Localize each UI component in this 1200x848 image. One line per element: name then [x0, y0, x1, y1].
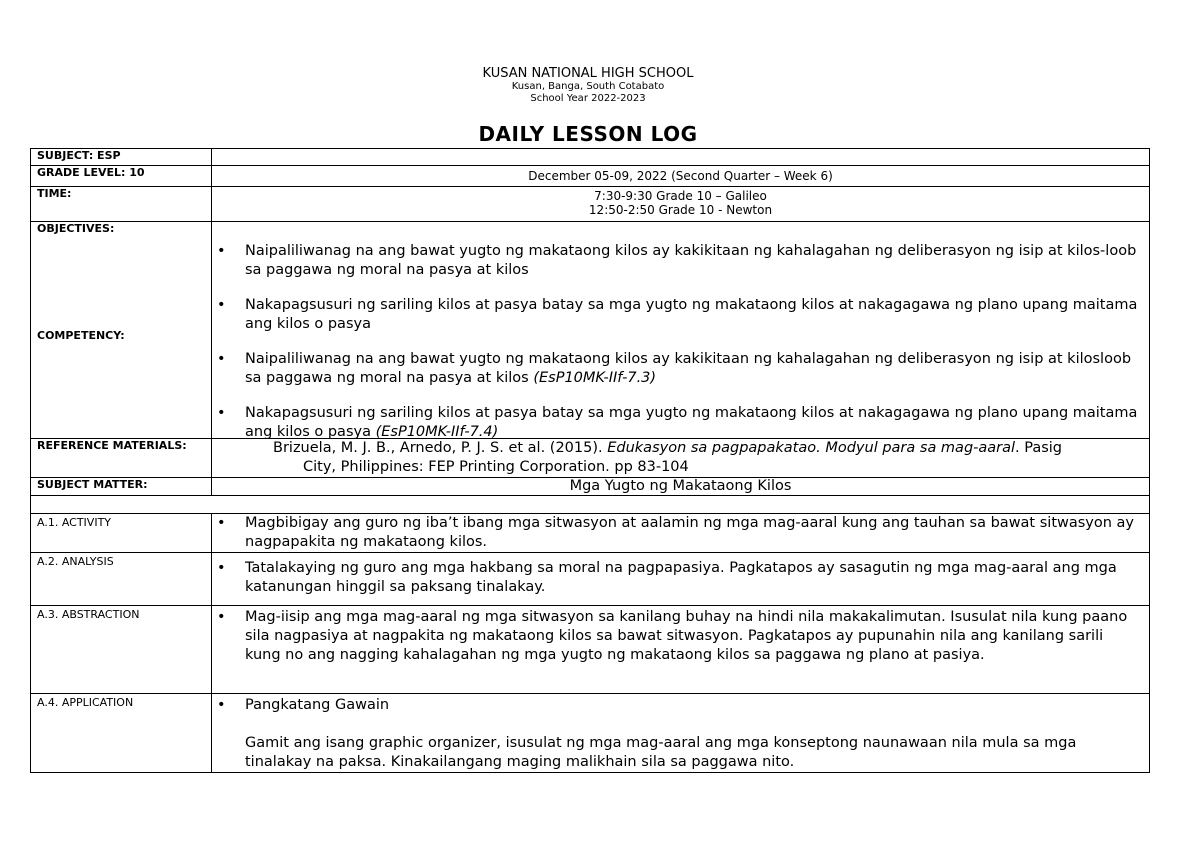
reference-line1-end: . Pasig — [1015, 440, 1063, 456]
subject-matter-value: Mga Yugto ng Makataong Kilos — [569, 478, 792, 494]
time-line-1: 7:30-9:30 Grade 10 – Galileo — [594, 189, 767, 203]
time-row — [31, 187, 1150, 222]
blank-row — [31, 496, 1150, 514]
time-label: TIME: — [37, 187, 72, 200]
activity-item: • Magbibigay ang guro ng iba’t ibang mga sitwasyon at aalamin ng mga mag-aaral kung ang tauhan sa bawat sitwasyon ay nagpapakita ng makataong kilos. — [245, 514, 1141, 552]
activity-list — [212, 514, 1141, 552]
analysis-row — [31, 553, 1150, 606]
competency-code: (EsP10MK-IIf-7.4) — [375, 424, 499, 440]
abstraction-label: A.3. ABSTRACTION — [37, 608, 140, 621]
abstraction-item: • Mag-iisip ang mga mag-aaral ng mga sitwasyon sa kanilang buhay na hindi nila makakalimutan. Isusulat nila kung paano sila nagpasiya at nagpakita ng makataong kilos sa bawat sitwasyon. Pagkatapos ay pupunahin nila ang kanilang sarili kung no ang nagging kahalagahan ng mga yugto ng makataong kilos sa paggawa ng plano at pasiya. — [245, 608, 1141, 665]
time-line-2: 12:50-2:50 Grade 10 - Newton — [588, 203, 773, 217]
page-title: DAILY LESSON LOG — [478, 122, 698, 146]
reference-row — [31, 439, 1150, 478]
abstraction-row — [31, 606, 1150, 694]
competency-list — [212, 350, 1141, 442]
school-address: Kusan, Banga, South Cotabato — [511, 81, 665, 92]
objective-item: • Naipaliliwanag na ang bawat yugto ng makataong kilos ay kakikitaan ng kahalagahan ng deliberasyon ng isip at kilos-loob sa paggawa ng moral na pasya at kilos — [245, 242, 1141, 280]
analysis-item: • Tatalakaying ng guro ang mga hakbang sa moral na pagpapasiya. Pagkatapos ay sasagutin ng mga mag-aaral ang mga katanungan hinggil sa paksang tinalakay. — [245, 559, 1141, 597]
grade-row — [31, 166, 1150, 187]
application-row — [31, 694, 1150, 773]
analysis-label: A.2. ANALYSIS — [37, 555, 114, 568]
abstraction-list — [212, 606, 1141, 665]
competency-text: Nakapagsusuri ng sariling kilos at pasya batay sa mga yugto ng makataong kilos at nakagagawa ng plano upang maitama ang kilos o pasya — [245, 405, 1138, 440]
activity-label: A.1. ACTIVITY — [37, 516, 112, 529]
competency-text: Naipaliliwanag na ang bawat yugto ng makataong kilos ay kakikitaan ng kahalagahan ng deliberasyon ng isip at kilosloob sa paggawa ng moral na pasya at kilos — [245, 351, 1132, 386]
objective-item: • Nakapagsusuri ng sariling kilos at pasya batay sa mga yugto ng makataong kilos at nakagagawa ng plano upang maitama ang kilos o pasya — [245, 296, 1141, 334]
subject-matter-row — [31, 478, 1150, 496]
objectives-list — [212, 242, 1141, 334]
reference-authors: Brizuela, M. J. B., Arnedo, P. J. S. et al. (2015). — [273, 440, 608, 456]
application-label: A.4. APPLICATION — [37, 696, 134, 709]
document-header — [0, 66, 1176, 105]
date-value: December 05-09, 2022 (Second Quarter – Week 6) — [528, 169, 833, 183]
activity-row — [31, 514, 1150, 553]
analysis-list — [212, 553, 1141, 597]
subject-row — [31, 149, 1150, 166]
competency-label: COMPETENCY: — [37, 329, 125, 342]
objectives-label: OBJECTIVES: — [37, 222, 115, 235]
competency-item — [245, 404, 1141, 442]
objectives-row — [31, 222, 1150, 439]
lesson-log-table — [30, 148, 1150, 773]
competency-item — [245, 350, 1141, 388]
reference-label: REFERENCE MATERIALS: — [37, 439, 187, 452]
subject-label: SUBJECT: ESP — [37, 149, 121, 162]
competency-code: (EsP10MK-IIf-7.3) — [533, 370, 657, 386]
subject-matter-label: SUBJECT MATTER: — [37, 478, 148, 491]
grade-label: GRADE LEVEL: 10 — [37, 166, 145, 179]
reference-title: Edukasyon sa pagpapakatao. Modyul para sa mag-aaral — [607, 440, 1016, 456]
application-item: • Pangkatang Gawain — [245, 696, 1141, 715]
application-text: Gamit ang isang graphic organizer, isusulat ng mga mag-aaral ang mga konseptong naunawaan nila mula sa mga tinalakay na paksa. Kinakailangang maging malikhain sila sa paggawa nito. — [245, 735, 1077, 770]
reference-line-2: City, Philippines: FEP Printing Corporation. pp 83-104 — [303, 459, 689, 475]
school-name: KUSAN NATIONAL HIGH SCHOOL — [482, 66, 694, 81]
application-list — [212, 694, 1141, 715]
school-year: School Year 2022-2023 — [530, 93, 646, 104]
